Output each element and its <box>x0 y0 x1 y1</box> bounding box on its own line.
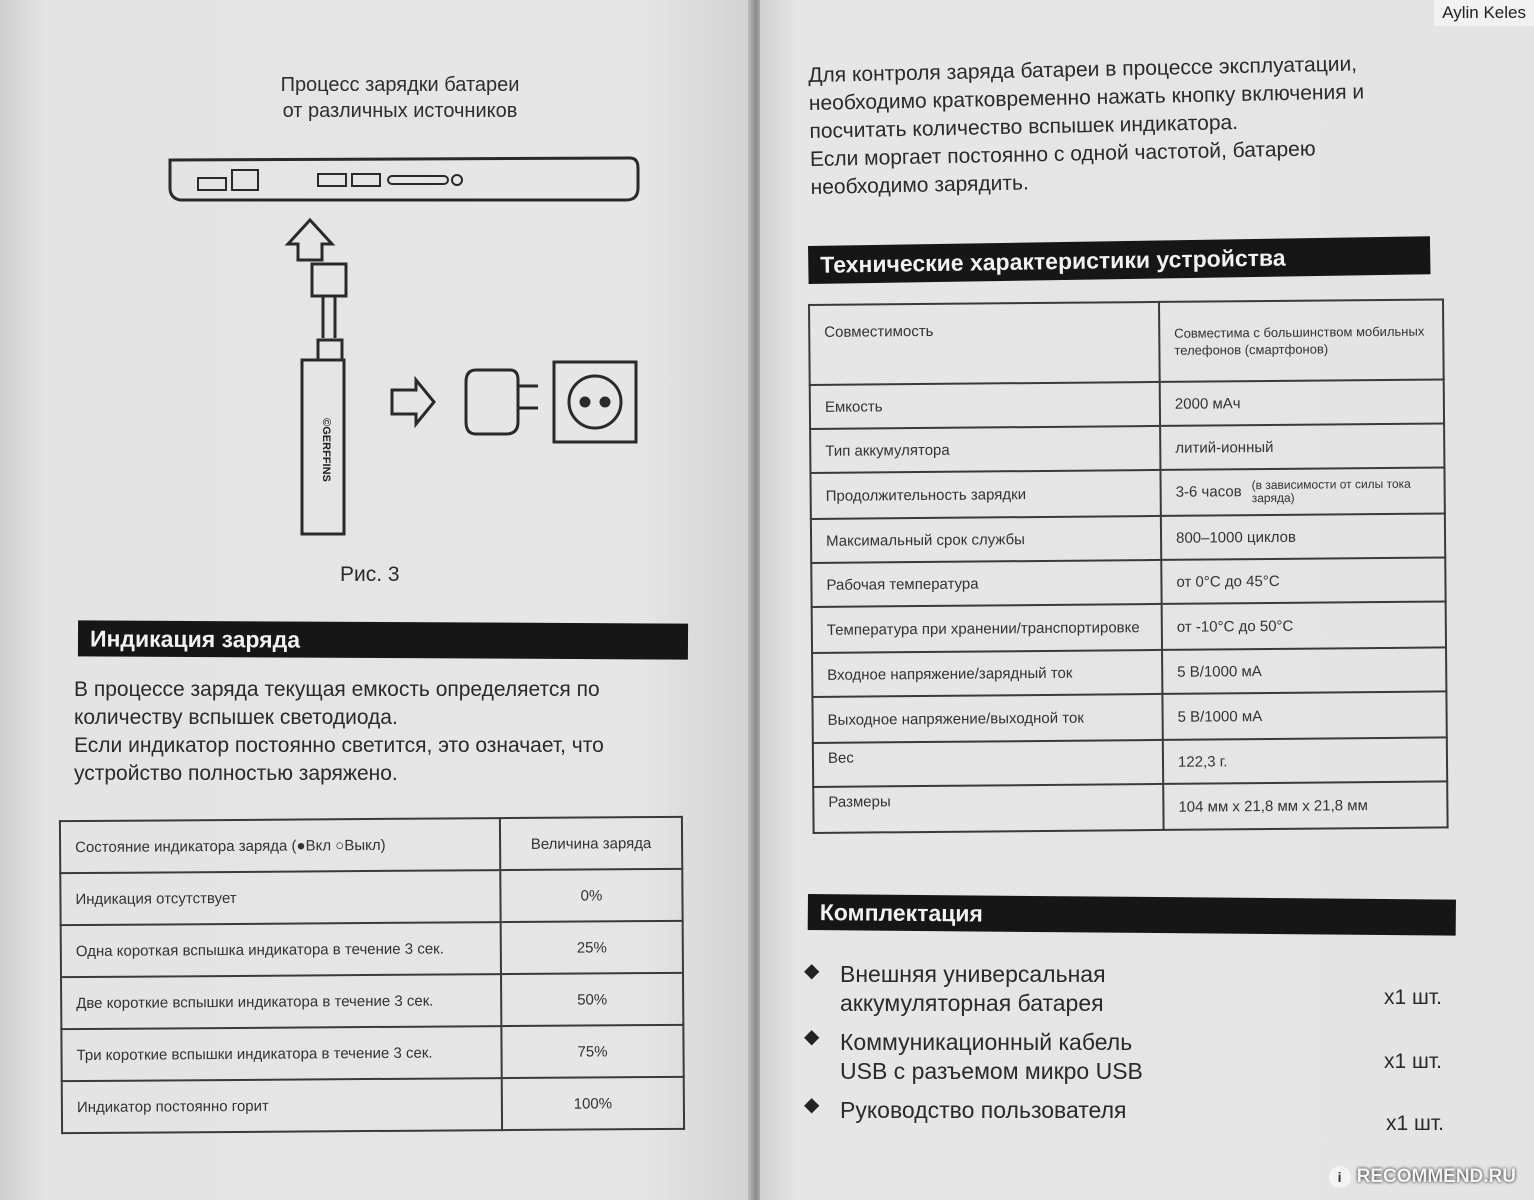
table-row <box>60 869 682 925</box>
spec-value: 122,3 г. <box>1163 737 1447 783</box>
charge-indication-table <box>59 816 685 1134</box>
spec-value: литий-ионный <box>1160 423 1444 469</box>
item-line-2: аккумуляторная батарея <box>840 990 1104 1016</box>
package-item-qty: х1 шт. <box>1384 986 1442 1009</box>
spec-param: Размеры <box>813 784 1163 833</box>
table-header-row <box>60 817 682 873</box>
charging-illustration <box>160 150 660 550</box>
usb-cable-icon <box>312 264 346 360</box>
package-item-name <box>840 1028 1143 1086</box>
spec-value: 2000 мАч <box>1160 379 1444 425</box>
table-row <box>62 1077 684 1133</box>
charge-indication-heading: Индикация заряда <box>78 620 688 659</box>
charge-value: 50% <box>501 973 683 1026</box>
table-row <box>812 647 1446 697</box>
diamond-bullet-icon: ◆ <box>804 960 820 982</box>
spec-param: Входное напряжение/зарядный ток <box>812 650 1162 697</box>
spec-value: от 0°С до 45°С <box>1161 557 1445 603</box>
spec-value-cell <box>1160 467 1444 515</box>
off-label: Выкл <box>344 836 381 854</box>
table-row <box>810 379 1444 429</box>
right-page <box>760 0 1534 1200</box>
package-item-name <box>840 960 1106 1018</box>
spec-value: 104 мм х 21,8 мм х 21,8 мм <box>1163 781 1447 829</box>
recommend-logo-icon: i <box>1329 1166 1351 1188</box>
diamond-bullet-icon: ◆ <box>804 1094 820 1116</box>
diamond-bullet-icon: ◆ <box>804 1026 820 1048</box>
table-row <box>812 691 1446 743</box>
charge-value: 100% <box>502 1077 684 1130</box>
caption-line-2: от различных источников <box>282 100 518 122</box>
table-row <box>810 423 1444 473</box>
charge-value-header: Величина заряда <box>500 817 682 870</box>
wall-charger-icon <box>466 370 538 434</box>
spec-param: Выходное напряжение/выходной ток <box>812 694 1162 743</box>
specs-heading: Технические характеристики устройства <box>808 236 1431 284</box>
item-line-2: USB с разъемом микро USB <box>840 1058 1143 1084</box>
item-line-1: Коммуникационный кабель <box>840 1029 1133 1055</box>
spec-param: Продолжительность зарядки <box>810 470 1160 519</box>
device-brand: ©GERFFINS <box>320 418 332 482</box>
list-item <box>804 1092 1464 1135</box>
item-line-1: Внешняя универсальная <box>840 961 1106 987</box>
charge-value: 0% <box>500 869 682 922</box>
indicator-state-header <box>60 818 500 873</box>
package-heading: Комплектация <box>808 894 1456 936</box>
spec-value: Совместима с большинством мобильных телефонов (смартфонов) <box>1159 299 1444 381</box>
table-row <box>61 1025 683 1081</box>
spec-param: Вес <box>813 740 1163 787</box>
on-label: Вкл <box>305 836 332 854</box>
spec-value: 5 В/1000 мА <box>1162 691 1446 739</box>
spec-value: 5 В/1000 мА <box>1162 647 1446 693</box>
spec-value: 3-6 часов <box>1175 483 1242 501</box>
figure-label: Рис. 3 <box>340 563 400 586</box>
led-off-icon: ○ <box>335 836 345 854</box>
wall-socket-icon <box>554 362 636 442</box>
header-text: Состояние индикатора заряда ( <box>75 837 297 856</box>
spec-param: Температура при хранении/транспортировке <box>812 604 1162 653</box>
charge-paragraph-2: Если индикатор постоянно светится, это означает, что устройство полностью заряжено. <box>74 734 604 785</box>
arrow-up-icon <box>288 220 332 260</box>
indicator-state: Индикатор постоянно горит <box>62 1078 502 1133</box>
table-row <box>812 601 1446 653</box>
package-item-qty: х1 шт. <box>1384 1050 1442 1073</box>
caption-line-1: Процесс зарядки батареи <box>280 74 520 96</box>
table-row <box>61 921 683 977</box>
spec-param: Емкость <box>810 382 1160 429</box>
indicator-state: Одна короткая вспышка индикатора в течение 3 сек. <box>61 922 501 977</box>
table-row <box>61 973 683 1029</box>
led-on-icon: ● <box>296 836 306 855</box>
charge-indication-text <box>74 676 690 788</box>
spec-param: Максимальный срок службы <box>811 516 1161 563</box>
list-item <box>804 956 1464 1016</box>
intro-paragraph-2: Если моргает постоянно с одной частотой, батарею необходимо зарядить. <box>809 137 1316 199</box>
author-label: Aylin Keles <box>1434 0 1534 26</box>
power-bank-icon <box>302 360 344 534</box>
battery-control-text <box>808 49 1427 202</box>
package-item-name <box>840 1096 1126 1125</box>
indicator-state: Индикация отсутствует <box>60 870 500 925</box>
indicator-state: Две короткие вспышки индикатора в течение 3 сек. <box>61 974 501 1029</box>
site-watermark <box>1329 1166 1516 1188</box>
charge-value: 75% <box>501 1025 683 1078</box>
arrow-right-icon <box>392 380 434 424</box>
specs-table <box>808 298 1449 834</box>
laptop-side-icon <box>170 158 638 200</box>
table-row <box>811 513 1445 563</box>
illustration-caption <box>230 72 570 124</box>
item-line-1: Руководство пользователя <box>840 1097 1127 1123</box>
table-row <box>811 557 1445 607</box>
indicator-state: Три короткие вспышки индикатора в течение 3 сек. <box>61 1026 501 1081</box>
spec-param: Рабочая температура <box>811 560 1161 607</box>
spec-param: Тип аккумулятора <box>810 426 1160 473</box>
table-row <box>809 299 1444 385</box>
spec-note: (в зависимости от силы тока заряда) <box>1251 476 1411 506</box>
left-page <box>0 0 752 1200</box>
spec-value: 800–1000 циклов <box>1161 513 1445 559</box>
table-row <box>813 781 1447 833</box>
intro-paragraph-1: Для контроля заряда батареи в процессе эксплуатации, необходимо кратковременно нажать кнопку включения и посчитать количество вспышек индикатора. <box>808 52 1365 143</box>
spec-value: от -10°С до 50°С <box>1162 601 1446 649</box>
spec-param: Совместимость <box>809 302 1160 385</box>
table-row <box>810 467 1444 519</box>
table-row <box>813 737 1447 787</box>
header-close: ) <box>380 836 386 854</box>
list-item <box>804 1022 1464 1082</box>
charge-paragraph-1: В процессе заряда текущая емкость определяется по количеству вспышек светодиода. <box>74 678 600 729</box>
package-item-qty: х1 шт. <box>1386 1112 1444 1135</box>
charge-value: 25% <box>501 921 683 974</box>
site-name: RECOMMEND.RU <box>1356 1166 1516 1187</box>
